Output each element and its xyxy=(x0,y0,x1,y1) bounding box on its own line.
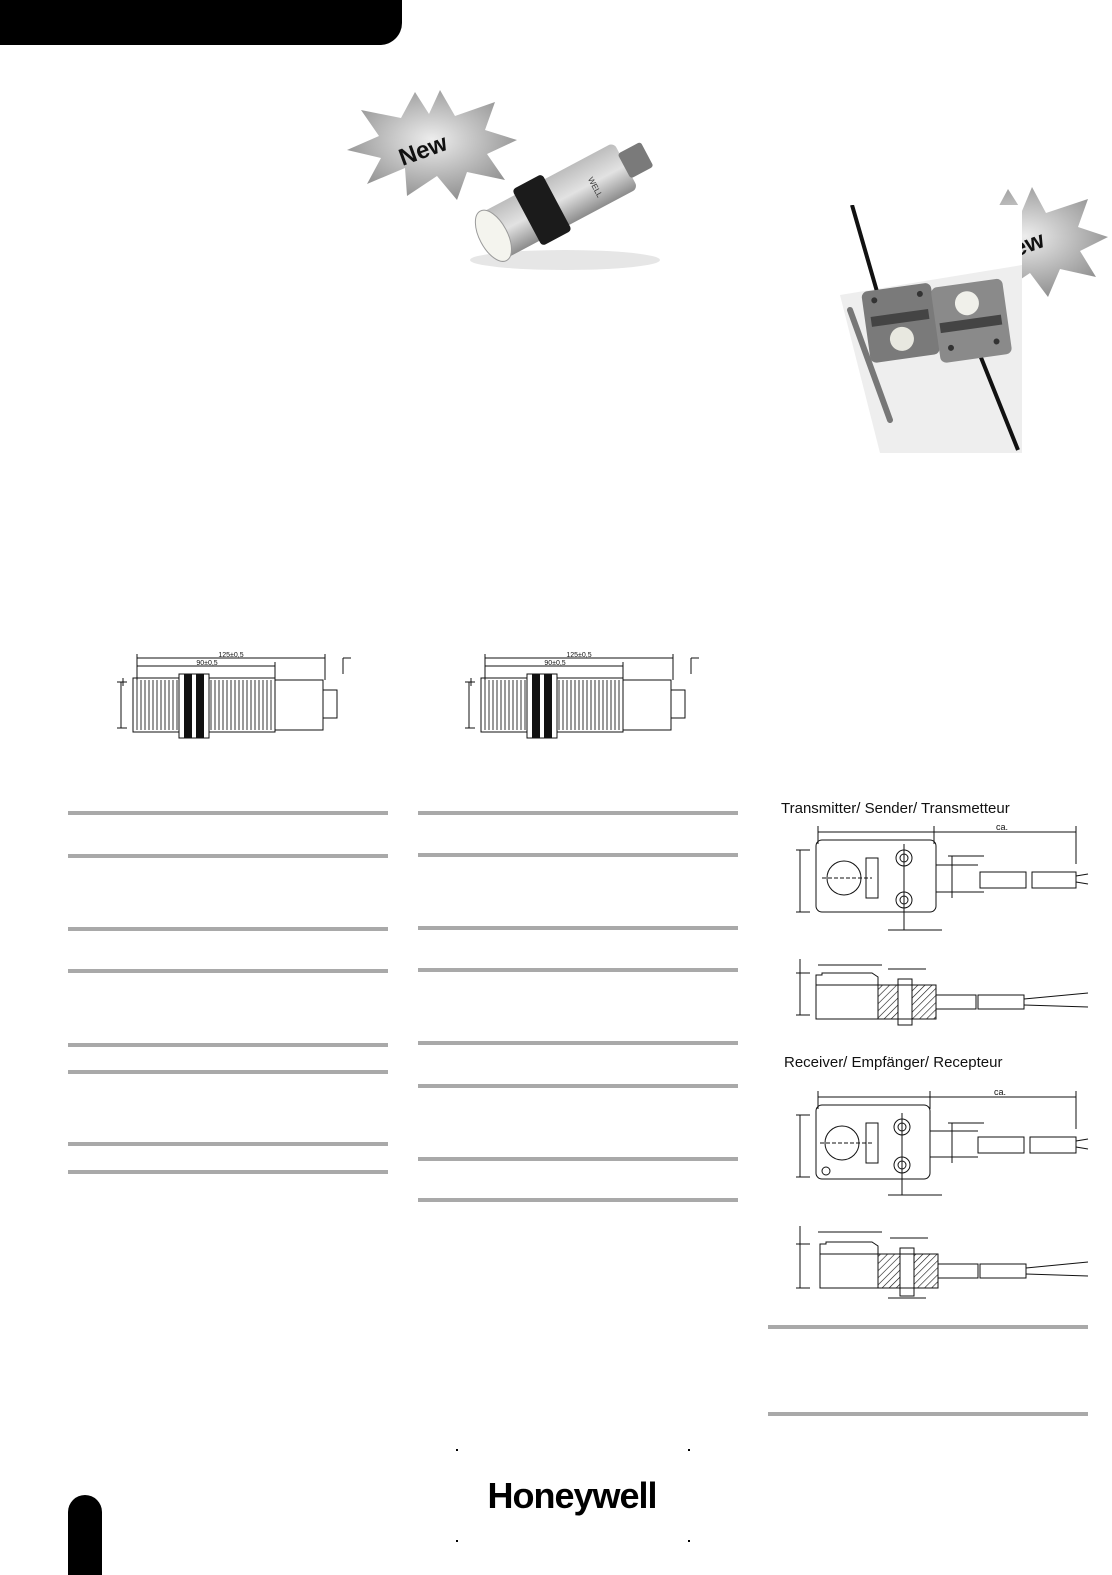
transmitter-top-drawing xyxy=(792,820,1090,938)
col3-rule-1 xyxy=(768,1325,1088,1329)
col1-rule-6 xyxy=(68,1070,388,1074)
footer-dot-tr xyxy=(688,1449,690,1451)
sensor-a-overall-dim: 125±0,5 xyxy=(218,652,244,659)
col2-rule-4 xyxy=(418,968,738,972)
brand-logo: Honeywell xyxy=(487,1475,657,1516)
col1-rule-5 xyxy=(68,1043,388,1047)
col1-rule-3 xyxy=(68,927,388,931)
footer-dot-bl xyxy=(456,1540,458,1542)
footer-dot-tl xyxy=(456,1449,458,1451)
col2-rule-8 xyxy=(418,1198,738,1202)
col2-rule-2 xyxy=(418,853,738,857)
receiver-heading: Receiver/ Empfänger/ Recepteur xyxy=(784,1054,1003,1071)
svg-text:WELL: WELL xyxy=(585,175,605,200)
sensor-drawing-b xyxy=(463,650,703,745)
receiver-top-drawing xyxy=(792,1085,1090,1203)
new-badge-1-label: New xyxy=(395,129,451,172)
col1-rule-8 xyxy=(68,1170,388,1174)
sensor-a-thread-dim: 90±0,5 xyxy=(196,660,218,667)
col1-rule-4 xyxy=(68,969,388,973)
transmitter-cable-label: ca. xyxy=(996,822,1009,832)
col3-rule-2 xyxy=(768,1412,1088,1416)
col1-rule-2 xyxy=(68,854,388,858)
transmitter-side-drawing xyxy=(792,955,1090,1030)
col2-rule-6 xyxy=(418,1084,738,1088)
col2-rule-3 xyxy=(418,926,738,930)
col2-rule-1 xyxy=(418,811,738,815)
footer-dot-br xyxy=(688,1540,690,1542)
receiver-cable-label: ca. xyxy=(994,1087,1007,1097)
col2-rule-7 xyxy=(418,1157,738,1161)
col1-rule-7 xyxy=(68,1142,388,1146)
sensor-b-overall-dim: 125±0,5 xyxy=(566,652,592,659)
rectangular-sensor-pair-photo xyxy=(840,205,1022,453)
sensor-b-thread-dim: 90±0,5 xyxy=(544,660,566,667)
page-number-tab xyxy=(68,1495,102,1575)
sensor-drawing-a xyxy=(115,650,355,745)
header-tab xyxy=(0,0,402,45)
col2-rule-5 xyxy=(418,1041,738,1045)
receiver-side-drawing xyxy=(792,1222,1090,1302)
cylindrical-sensor-photo xyxy=(445,110,685,275)
col1-rule-1 xyxy=(68,811,388,815)
transmitter-heading: Transmitter/ Sender/ Transmetteur xyxy=(781,800,1010,817)
